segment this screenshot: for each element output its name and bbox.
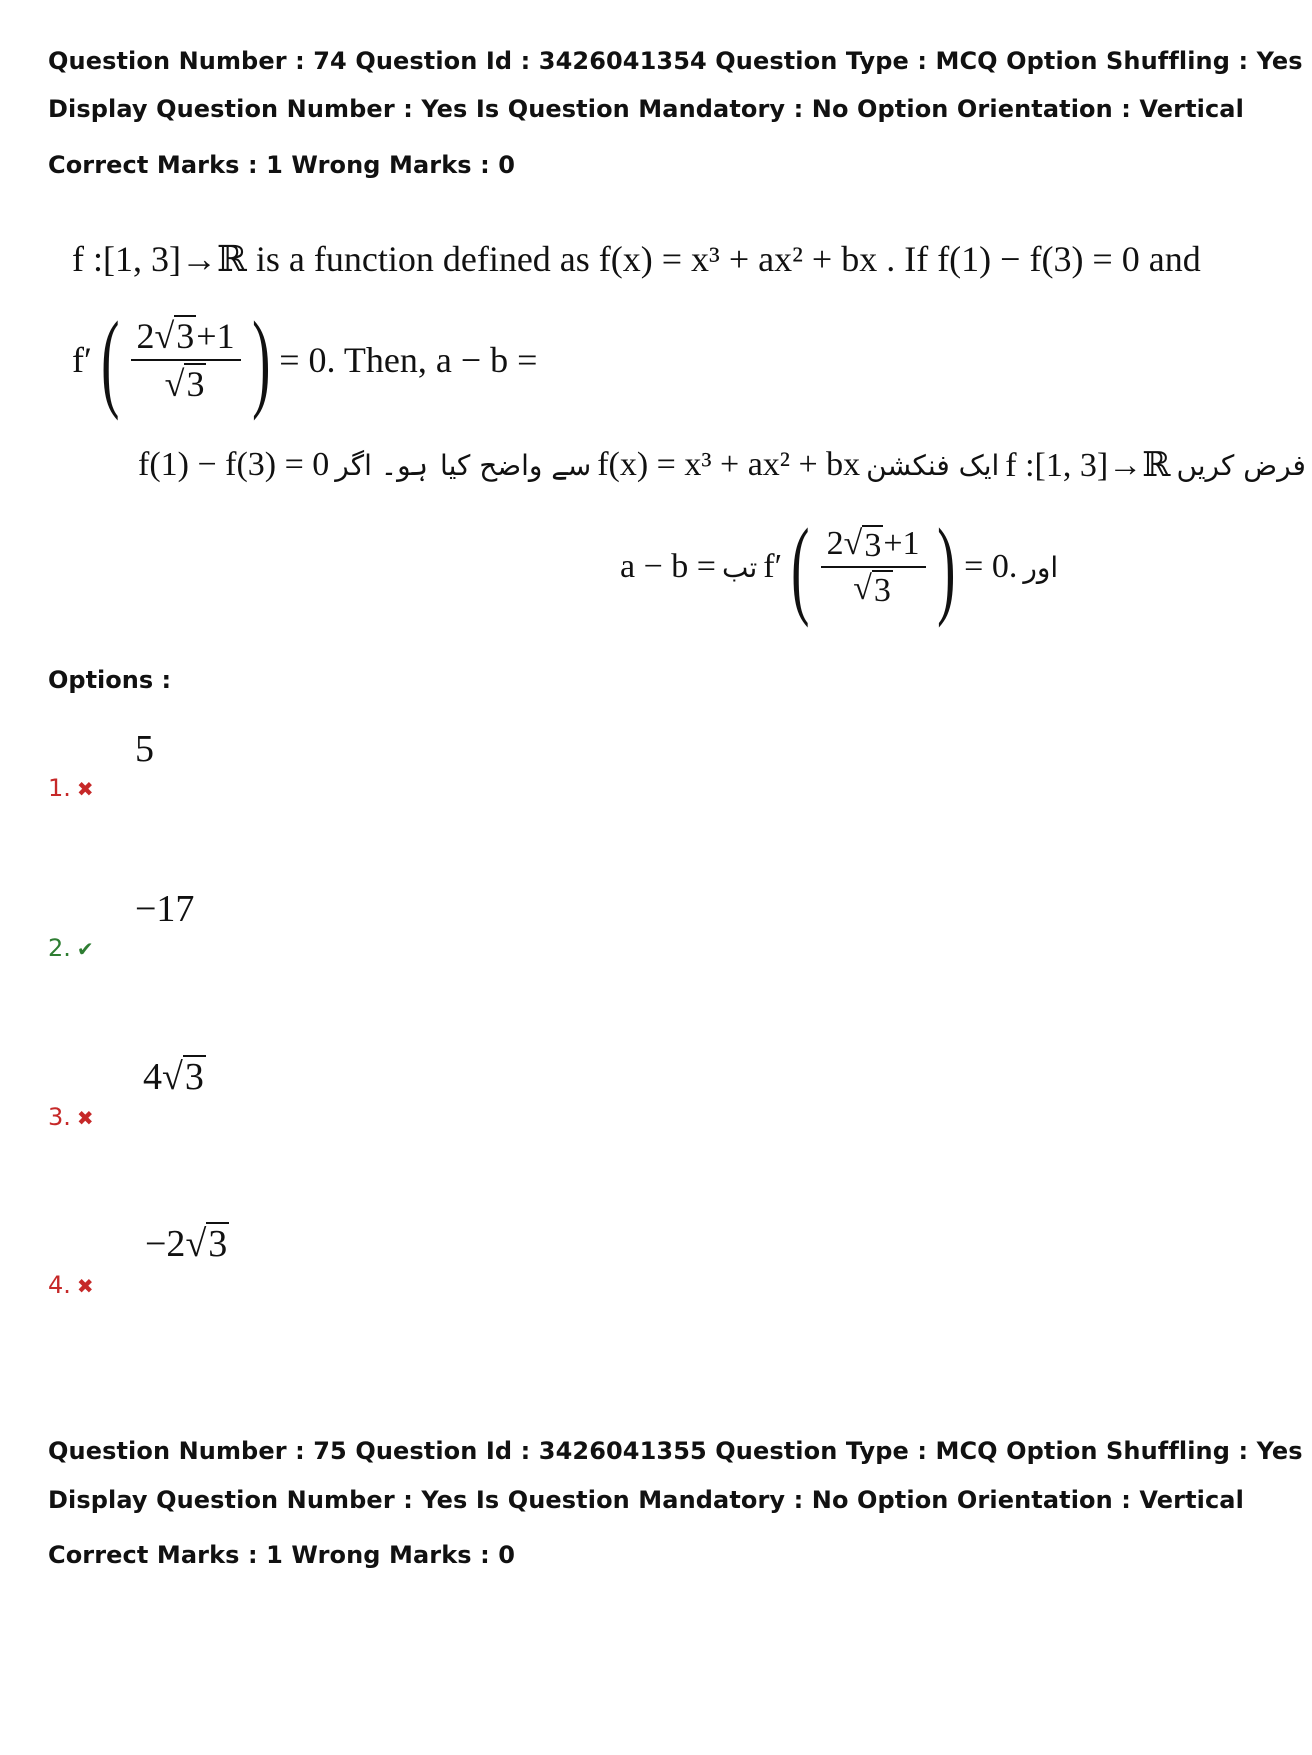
radicand: 3 — [184, 1056, 204, 1098]
fraction — [131, 315, 241, 405]
urdu-math-e: = 0. — [964, 548, 1018, 585]
radicand: 3 — [208, 1223, 228, 1265]
urdu-text-b: سے واضح کیا — [440, 448, 592, 482]
option-4-value — [145, 1222, 229, 1266]
option-3-number: 3. ✖ — [48, 1103, 94, 1131]
radicand: 3 — [864, 526, 882, 564]
option-2-value: −17 — [135, 888, 195, 930]
urdu-text-d: فرض کریں — [1176, 448, 1306, 482]
f-prime: f′ — [72, 340, 92, 380]
urdu-text-c: ایک فنکشن — [866, 448, 1000, 482]
fraction-numerator — [821, 525, 926, 568]
question-urdu-line1 — [138, 445, 1312, 485]
option-3-value — [143, 1055, 206, 1099]
fraction-numerator — [131, 315, 241, 361]
urdu-text-a: ہو۔ اگر — [335, 448, 429, 482]
option-1-value: 5 — [135, 728, 154, 770]
option-1-number: 1. ✖ — [48, 774, 94, 802]
wrong-mark-icon: ✖ — [76, 1106, 94, 1130]
left-paren: ( — [791, 506, 810, 628]
sqrt: √ 3 — [843, 524, 882, 564]
sqrt: √ 3 — [164, 364, 205, 404]
options-label: Options : — [48, 666, 172, 694]
sqrt: √ 3 — [154, 316, 195, 356]
question-english-line1: f :[1, 3]→ℝ is a function defined as f(x) = x³ + ax² + bx . If f(1) − f(3) = 0 and — [72, 239, 1201, 279]
radicand: 3 — [873, 572, 891, 609]
urdu-math-a: f(1) − f(3) = 0 — [138, 446, 330, 483]
fraction-denominator — [853, 568, 893, 609]
radicand: 3 — [176, 316, 195, 356]
right-paren: ) — [251, 299, 271, 421]
urdu-text-f: اور — [1023, 550, 1059, 584]
radicand: 3 — [186, 364, 205, 404]
left-paren: ( — [101, 299, 120, 421]
num-coef: 2 — [826, 524, 844, 562]
sqrt: √ 3 — [853, 570, 891, 609]
q74-meta-line2: Display Question Number : Yes Is Question Mandatory : No Option Orientation : Vertical — [48, 95, 1244, 123]
urdu-math-d: a − b = — [620, 548, 716, 585]
urdu-text-e: تب — [721, 550, 758, 584]
q75-meta-line1: Question Number : 75 Question Id : 3426041355 Question Type : MCQ Option Shuffling : Yes — [48, 1437, 1303, 1465]
num-rest: +1 — [883, 524, 920, 562]
wrong-mark-icon: ✖ — [76, 777, 94, 801]
q75-meta-line2: Display Question Number : Yes Is Question Mandatory : No Option Orientation : Vertical — [48, 1486, 1244, 1514]
f-prime: f′ — [763, 548, 783, 585]
right-paren: ) — [936, 506, 955, 628]
sqrt: √ 3 — [185, 1223, 228, 1265]
option-4-number: 4. ✖ — [48, 1271, 94, 1299]
num-rest: +1 — [196, 316, 235, 356]
q75-meta-line3: Correct Marks : 1 Wrong Marks : 0 — [48, 1541, 516, 1569]
urdu-math-c: f :[1, 3]→ℝ — [1005, 447, 1171, 484]
option-4-coef: −2 — [145, 1223, 186, 1265]
option-3-coef: 4 — [143, 1056, 162, 1098]
question-urdu-line2 — [620, 506, 1064, 628]
urdu-math-b: f(x) = x³ + ax² + bx — [597, 446, 861, 483]
fraction — [821, 525, 926, 610]
num-coef: 2 — [136, 316, 155, 356]
fraction-denominator — [165, 361, 207, 405]
q74-meta-line3: Correct Marks : 1 Wrong Marks : 0 — [48, 151, 516, 179]
check-mark-icon: ✔ — [76, 937, 94, 961]
option-2-number: 2. ✔ — [48, 934, 94, 962]
wrong-mark-icon: ✖ — [76, 1274, 94, 1298]
sqrt: √ 3 — [162, 1056, 204, 1098]
question-english-line2 — [72, 299, 538, 421]
question-english-line2-suffix: = 0. Then, a − b = — [279, 340, 538, 380]
q74-meta-line1: Question Number : 74 Question Id : 3426041354 Question Type : MCQ Option Shuffling : Yes — [48, 47, 1303, 75]
